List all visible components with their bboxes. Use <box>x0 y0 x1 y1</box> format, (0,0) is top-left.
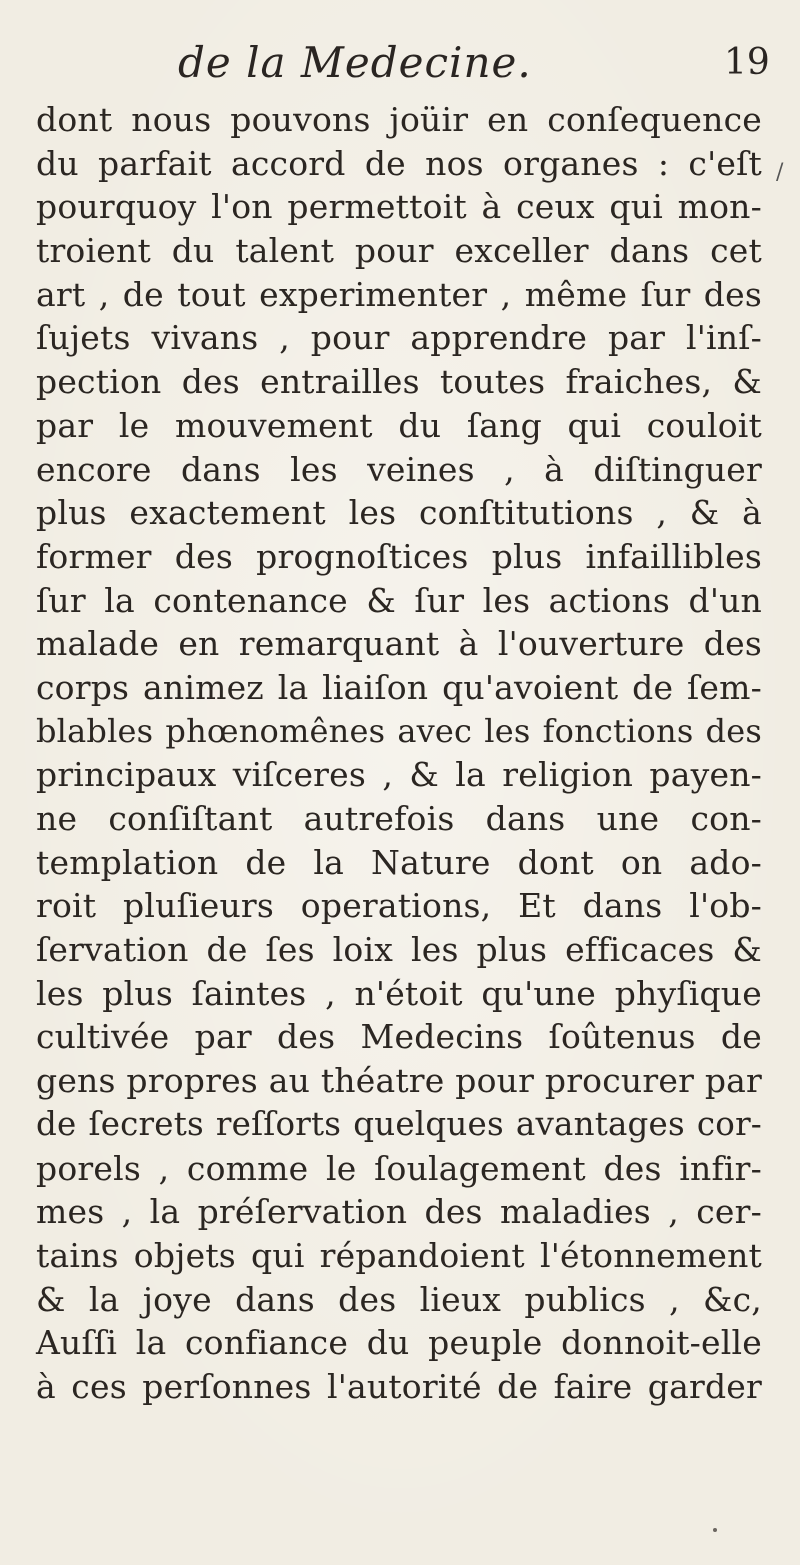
text-line: de ſecrets reſſorts quelques avantages cor- <box>36 1104 762 1143</box>
stray-mark: / <box>776 160 784 185</box>
text-line: Auſſi la confiance du peuple donnoit-elle <box>36 1323 762 1363</box>
text-line: ſujets vivans , pour apprendre par l'inſ- <box>36 318 762 358</box>
text-line: art , de tout experimenter , même ſur des <box>36 274 762 314</box>
text-line: à ces perſonnes l'autorité de faire garder <box>36 1366 762 1406</box>
text-line: pection des entrailles toutes fraiches, & <box>36 362 762 402</box>
text-line: ſervation de ſes loix les plus efficaces & <box>36 930 762 970</box>
text-line: templation de la Nature dont on ado- <box>36 842 762 882</box>
text-line: former des prognoſtices plus infaillibles <box>36 536 762 576</box>
page-header <box>0 38 800 98</box>
page-number: 19 <box>724 42 770 83</box>
running-title: de la Medecine. <box>178 38 532 87</box>
ink-speck <box>713 1528 717 1532</box>
text-line: porels , comme le ſoulagement des infir- <box>36 1148 762 1188</box>
text-line: malade en remarquant à l'ouverture des <box>36 624 762 664</box>
text-line: & la joye dans des lieux publics , &c, <box>36 1279 762 1319</box>
text-line: roit pluſieurs operations, Et dans l'ob- <box>36 886 762 926</box>
text-line: corps animez la liaiſon qu'avoient de ſem- <box>36 667 762 707</box>
text-line: du parfait accord de nos organes : c'eſt <box>36 143 762 183</box>
text-line: ſur la contenance & ſur les actions d'un <box>36 580 762 620</box>
text-line: pourquoy l'on permettoit à ceux qui mon- <box>36 187 762 227</box>
text-line: par le mouvement du ſang qui couloit <box>36 405 762 445</box>
text-line: principaux viſceres , & la religion payen- <box>36 755 762 795</box>
text-line: les plus ſaintes , n'étoit qu'une phyſique <box>36 973 762 1013</box>
text-line: gens propres au théatre pour procurer par <box>36 1061 762 1101</box>
text-line: mes , la préſervation des maladies , cer- <box>36 1192 762 1232</box>
text-line: troient du talent pour exceller dans cet <box>36 231 762 271</box>
body-text <box>36 98 762 1409</box>
text-line: tains objets qui répandoient l'étonnement <box>36 1235 762 1275</box>
text-line: blables phœnomênes avec les fonctions des <box>36 711 762 750</box>
text-line: ne conſiſtant autrefois dans une con- <box>36 799 762 838</box>
text-line: dont nous pouvons joüir en conſequence <box>36 100 762 139</box>
text-line: encore dans les veines , à diſtinguer <box>36 449 762 489</box>
text-line: plus exactement les conſtitutions , & à <box>36 493 762 533</box>
text-line: cultivée par des Medecins ſoûtenus de <box>36 1017 762 1057</box>
